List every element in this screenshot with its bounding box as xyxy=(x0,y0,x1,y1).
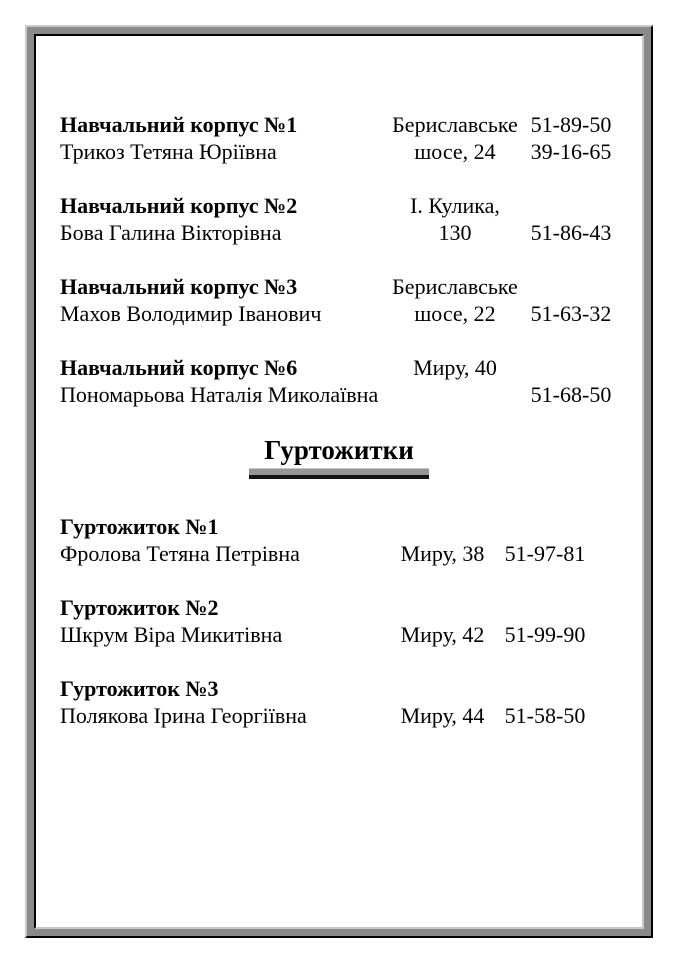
dorm-address-line1 xyxy=(385,513,500,540)
building-address-line1: І. Кулика, xyxy=(410,193,500,218)
dorm-address-line1 xyxy=(385,675,500,702)
person-name: Махов Володимир Іванович xyxy=(60,301,322,326)
dorm-entry xyxy=(60,513,642,567)
person-name: Полякова Ірина Георгіївна xyxy=(60,703,307,728)
dorm-entry xyxy=(60,594,642,648)
building-phone-line2: 51-63-32 xyxy=(530,301,612,326)
dorm-address: Миру, 42 xyxy=(400,622,485,647)
building-address-line1: Бериславське xyxy=(392,274,518,299)
dorm-address-line1 xyxy=(385,594,500,621)
person-name: Бова Галина Вікторівна xyxy=(60,220,282,245)
building-title: Навчальний корпус №3 xyxy=(60,274,298,299)
building-phone-line1 xyxy=(520,273,622,300)
dorm-phone-line1 xyxy=(500,594,590,621)
building-phone-line2: 51-68-50 xyxy=(530,382,612,407)
dorm-address: Миру, 38 xyxy=(400,541,485,566)
building-entry xyxy=(60,273,642,327)
building-entry xyxy=(60,354,642,408)
section-heading-block xyxy=(36,435,642,479)
building-title: Навчальний корпус №2 xyxy=(60,193,298,218)
building-address-line2: шосе, 24 xyxy=(414,139,496,164)
building-phone-line2: 51-86-43 xyxy=(530,220,612,245)
building-address-line1: Бериславське xyxy=(392,112,518,137)
dorm-phone-line1 xyxy=(500,675,590,702)
building-title: Навчальний корпус №1 xyxy=(60,112,298,137)
building-address-line1: Миру, 40 xyxy=(413,355,497,380)
page-frame-inner xyxy=(34,34,644,929)
dorm-section xyxy=(60,513,642,729)
page-frame-band xyxy=(27,27,651,936)
building-address-line2: 130 xyxy=(438,220,472,245)
building-phone-line1: 51-89-50 xyxy=(530,112,612,137)
dorm-title: Гуртожиток №1 xyxy=(60,514,219,539)
building-phone-line1 xyxy=(520,192,622,219)
building-title: Навчальний корпус №6 xyxy=(60,355,298,380)
dorm-address: Миру, 44 xyxy=(400,703,485,728)
heading-underline xyxy=(249,468,429,479)
section-heading: Гуртожитки xyxy=(264,435,414,465)
person-name: Фролова Тетяна Петрівна xyxy=(60,541,300,566)
corpus-section xyxy=(60,111,642,408)
building-phone-line1 xyxy=(520,354,622,381)
page-frame xyxy=(25,25,653,938)
person-name: Шкрум Віра Микитівна xyxy=(60,622,283,647)
document-content xyxy=(36,36,642,927)
dorm-title: Гуртожиток №2 xyxy=(60,595,219,620)
dorm-phone: 51-99-90 xyxy=(504,622,586,647)
building-address-line2: шосе, 22 xyxy=(414,301,496,326)
dorm-phone: 51-58-50 xyxy=(504,703,586,728)
person-name: Трикоз Тетяна Юріївна xyxy=(60,139,277,164)
dorm-title: Гуртожиток №3 xyxy=(60,676,219,701)
dorm-phone-line1 xyxy=(500,513,590,540)
person-name: Пономарьова Наталія Миколаївна xyxy=(60,382,379,407)
dorm-phone: 51-97-81 xyxy=(504,541,586,566)
building-address-line2 xyxy=(390,381,520,408)
building-entry xyxy=(60,111,642,165)
building-phone-line2: 39-16-65 xyxy=(530,139,612,164)
building-entry xyxy=(60,192,642,246)
dorm-entry xyxy=(60,675,642,729)
